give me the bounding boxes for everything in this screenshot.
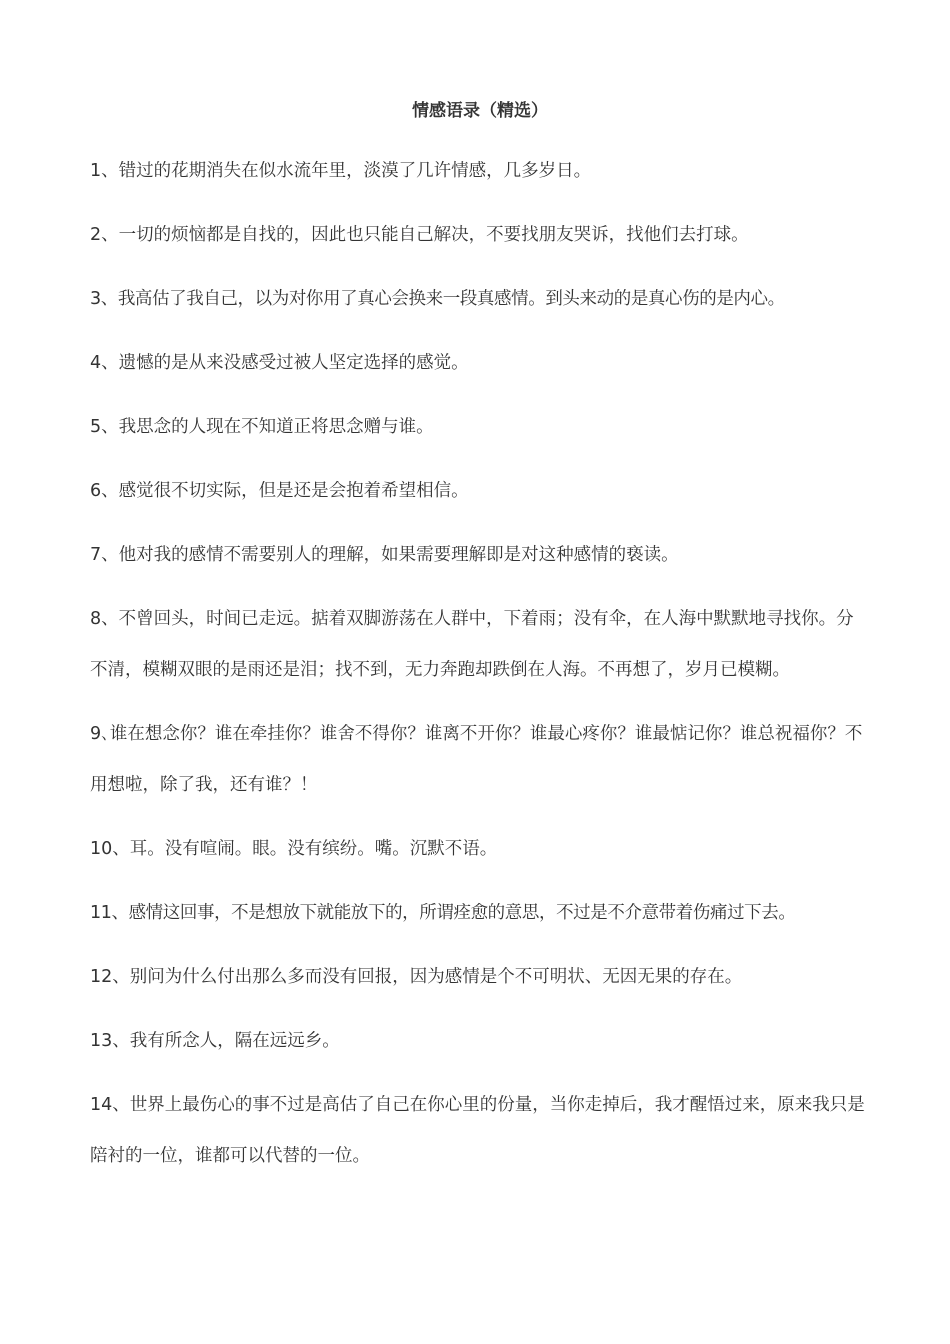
quote-item-1: 1、错过的花期消失在似水流年里，淡漠了几许情感，几多岁日。 [90, 161, 592, 181]
quote-list [90, 146, 870, 1195]
document-title: 情感语录（精选） [412, 101, 548, 121]
quote-item-11: 11、感情这回事，不是想放下就能放下的，所谓痊愈的意思，不过是不介意带着伤痛过下去。 [90, 903, 796, 923]
quote-item-7: 7、他对我的感情不需要别人的理解，如果需要理解即是对这种感情的亵读。 [90, 545, 679, 565]
quote-item-13: 13、我有所念人，隔在远远乡。 [90, 1031, 340, 1051]
quote-item-8: 8、不曾回头，时间已走远。掂着双脚游荡在人群中，下着雨；没有伞，在人海中默默地寻找你。分不清，模糊双眼的是雨还是泪；找不到，无力奔跑却跌倒在人海。不再想了，岁月已模糊。 [90, 609, 854, 680]
quote-item-14: 14、世界上最伤心的事不过是高估了自己在你心里的份量，当你走掉后，我才醒悟过来，原来我只是陪衬的一位，谁都可以代替的一位。 [90, 1095, 865, 1166]
quote-item-4: 4、遗憾的是从来没感受过被人坚定选择的感觉。 [90, 353, 469, 373]
quote-item-9: 9､谁在想念你？谁在牵挂你？谁舍不得你？谁离不开你？谁最心疼你？谁最惦记你？谁总祝福你？不用想啦，除了我，还有谁？！ [90, 724, 863, 795]
quote-item-2: 2、一切的烦恼都是自找的，因此也只能自己解决，不要找朋友哭诉，找他们去打球。 [90, 225, 749, 245]
quote-item-12: 12、别问为什么付出那么多而没有回报，因为感情是个不可明状、无因无果的存在。 [90, 967, 743, 987]
quote-item-5: 5、我思念的人现在不知道正将思念赠与谁。 [90, 417, 434, 437]
quote-item-10: 10、耳。没有喧闹。眼。没有缤纷。嘴。沉默不语。 [90, 839, 498, 859]
quote-item-6: 6、感觉很不切实际，但是还是会抱着希望相信。 [90, 481, 469, 501]
quote-item-3: 3、我高估了我自己，以为对你用了真心会换来一段真感情。到头来动的是真心伤的是内心。 [90, 289, 785, 309]
